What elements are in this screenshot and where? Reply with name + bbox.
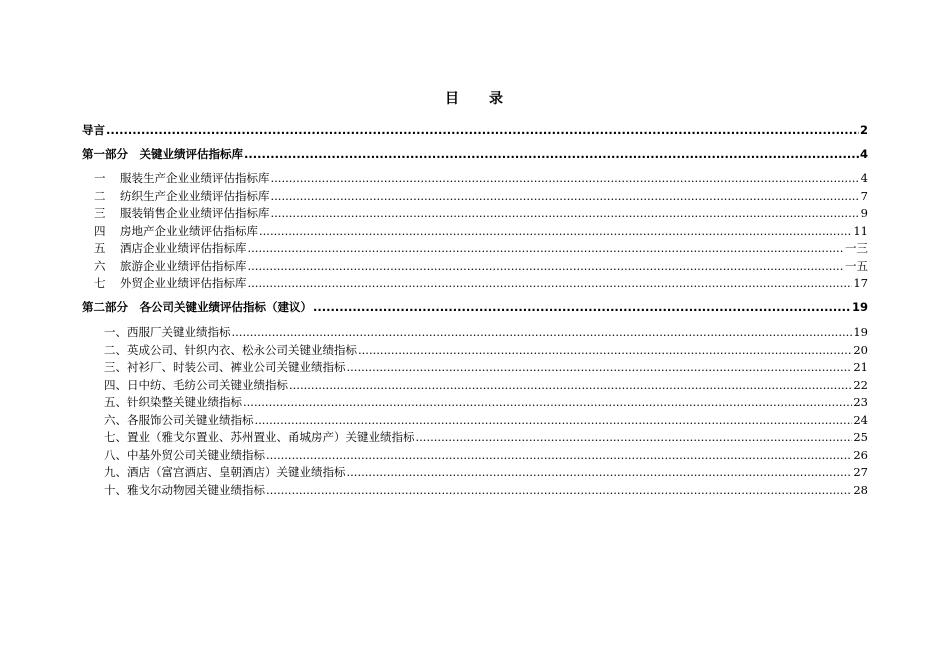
toc-entry-label: 三、衬衫厂、时装公司、裤业公司关键业绩指标 [104, 360, 346, 374]
toc-page-number: 22 [853, 377, 868, 392]
toc-entry-label: 九、酒店（富宫酒店、皇朝酒店）关键业绩指标 [104, 465, 346, 479]
toc-entry[interactable] [82, 429, 868, 447]
toc-entry-number: 三 [94, 206, 106, 220]
toc-entry-number: 二 [94, 188, 106, 203]
toc-page-number: 11 [853, 223, 868, 238]
leader-dots [347, 359, 853, 377]
toc-entry-label: 五、针织染整关键业绩指标 [104, 395, 242, 409]
toc-entry[interactable] [82, 258, 868, 276]
toc-page-number: 24 [853, 412, 868, 427]
toc-entry-label: 导言 [82, 123, 105, 137]
toc-entry-number: 七 [94, 276, 106, 290]
toc-part1 [82, 146, 868, 164]
leader-dots [358, 342, 852, 360]
toc-entry-label: 纺织生产企业业绩评估指标库 [120, 188, 270, 203]
leader-dots [289, 377, 852, 395]
toc-part2 [82, 299, 868, 317]
title-char-2: 录 [489, 91, 505, 107]
toc-entry[interactable] [82, 324, 868, 342]
toc-entry[interactable] [82, 412, 868, 430]
toc-page-number: 20 [853, 342, 868, 357]
leader-dots [232, 324, 853, 342]
toc-part2-items [82, 324, 868, 499]
leader-dots [347, 464, 853, 482]
toc-entry-intro[interactable] [82, 122, 868, 140]
leader-dots [106, 122, 859, 140]
toc-entry-number: 四 [94, 223, 106, 238]
toc-entry[interactable] [82, 359, 868, 377]
toc-entry-part2[interactable] [82, 299, 868, 317]
leader-dots [271, 170, 860, 188]
toc-entry[interactable] [82, 464, 868, 482]
leader-dots [248, 258, 845, 276]
leader-dots [243, 394, 852, 412]
leader-dots [244, 146, 859, 164]
leader-dots [248, 240, 845, 258]
toc-entry[interactable] [82, 394, 868, 412]
leader-dots [271, 205, 860, 223]
toc-entry-number: 一 [94, 171, 106, 185]
title-char-1: 目 [445, 91, 461, 107]
leader-dots [255, 412, 853, 430]
leader-dots [259, 223, 852, 241]
toc-entry-number: 五 [94, 241, 106, 255]
toc-entry-label: 六、各服饰公司关键业绩指标 [104, 412, 254, 427]
toc-entry-label: 酒店企业业绩评估指标库 [120, 241, 247, 255]
toc-entry[interactable] [82, 275, 868, 293]
toc-entry-label: 二、英成公司、针织内衣、松永公司关键业绩指标 [104, 342, 357, 357]
toc-entry[interactable] [82, 342, 868, 360]
toc-page-number: 19 [851, 300, 868, 314]
toc-entry-number: 六 [94, 258, 106, 273]
leader-dots [416, 429, 853, 447]
toc-entry-label: 七、置业（雅戈尔置业、苏州置业、甬城房产）关键业绩指标 [104, 430, 415, 444]
toc-page-number: 2 [859, 123, 868, 137]
leader-dots [313, 299, 851, 317]
toc-entry-label: 十、雅戈尔动物园关键业绩指标 [104, 482, 265, 497]
toc-page-number: 21 [853, 360, 868, 374]
toc-intro [82, 122, 868, 140]
toc-page-number: 27 [853, 465, 868, 479]
toc-entry-label: 四、日中纺、毛纺公司关键业绩指标 [104, 377, 288, 392]
toc-page-number: 26 [853, 447, 868, 462]
leader-dots [266, 482, 852, 500]
toc-page-number: 一三 [845, 241, 868, 255]
page-title [0, 88, 950, 108]
toc-entry[interactable] [82, 240, 868, 258]
toc-entry-label: 外贸企业业绩评估指标库 [120, 276, 247, 290]
toc-entry-label: 旅游企业业绩评估指标库 [120, 258, 247, 273]
toc-entry-label: 服装销售企业业绩评估指标库 [120, 206, 270, 220]
toc-page-number: 4 [859, 147, 868, 161]
toc-entry[interactable] [82, 482, 868, 500]
toc-entry[interactable] [82, 205, 868, 223]
toc-page-number: 9 [860, 206, 868, 220]
toc-entry-label: 第二部分 各公司关键业绩评估指标（建议） [82, 300, 312, 314]
toc-page-number: 一五 [845, 258, 868, 273]
toc-page-number: 7 [860, 188, 868, 203]
toc-entry[interactable] [82, 223, 868, 241]
toc-page-number: 4 [860, 171, 868, 185]
toc-entry-part1[interactable] [82, 146, 868, 164]
leader-dots [266, 447, 852, 465]
toc-page-number: 25 [853, 430, 868, 444]
leader-dots [248, 275, 853, 293]
toc-entry[interactable] [82, 170, 868, 188]
toc-page-number: 28 [853, 482, 868, 497]
toc-entry-label: 服装生产企业业绩评估指标库 [120, 171, 270, 185]
toc-entry-label: 一、西服厂关键业绩指标 [104, 325, 231, 339]
toc-part1-items [82, 170, 868, 293]
toc-entry[interactable] [82, 447, 868, 465]
toc-page-number: 23 [853, 395, 868, 409]
toc-entry-label: 房地产企业业绩评估指标库 [120, 223, 258, 238]
toc-page-number: 17 [853, 276, 868, 290]
toc-entry[interactable] [82, 377, 868, 395]
toc-entry[interactable] [82, 188, 868, 206]
leader-dots [271, 188, 860, 206]
toc-page-number: 19 [853, 325, 868, 339]
toc-entry-label: 八、中基外贸公司关键业绩指标 [104, 447, 265, 462]
toc-entry-label: 第一部分 关键业绩评估指标库 [82, 147, 243, 161]
